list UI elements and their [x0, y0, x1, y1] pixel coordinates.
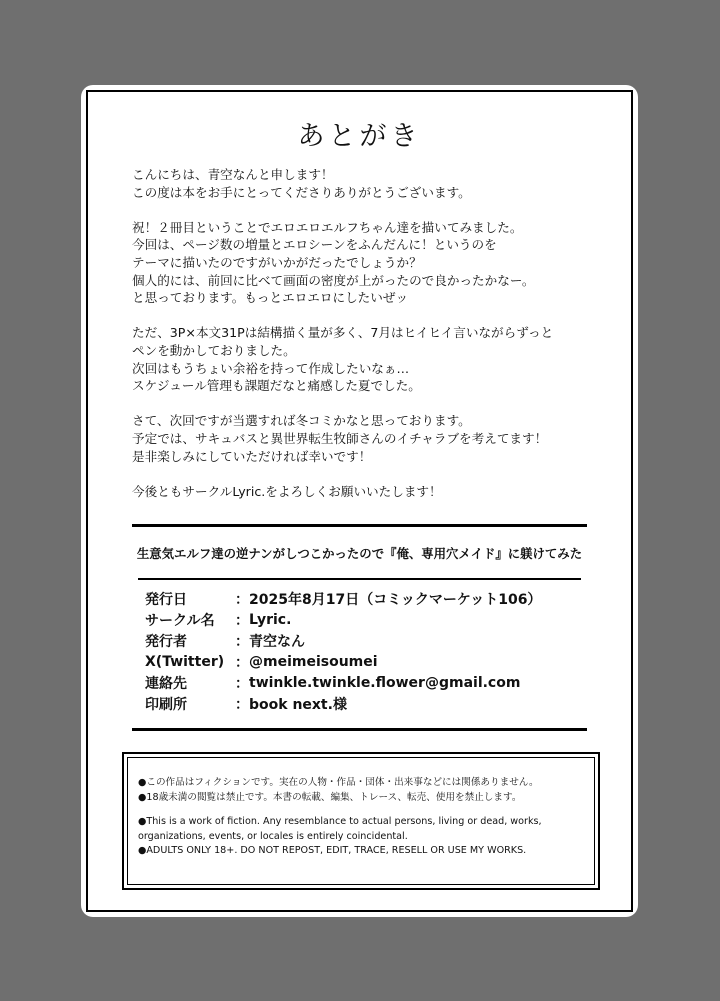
afterword-text [132, 166, 602, 518]
text-line: ただ、3P×本文31Pは結構描く量が多く、7月はヒイヒイ言いながらずっと [132, 325, 554, 341]
colophon-value: book next.様 [249, 696, 347, 713]
colophon-label: 発行日 [145, 591, 187, 608]
work-title: 生意気エルフ達の逆ナンがしつこかったので『俺、専用穴メイド』に躾けてみた [136, 546, 583, 561]
colophon-label: サークル名 [145, 612, 215, 629]
text-line: 祝！２冊目ということでエロエロエルフちゃん達を描いてみました。 [132, 219, 523, 235]
book-page [81, 85, 638, 917]
colophon-row-twitter [145, 651, 585, 672]
colophon-row-circle [145, 609, 585, 630]
text-line: 是非楽しみにしていただければ幸いです！ [132, 448, 372, 464]
notice-gap [138, 805, 594, 815]
colophon-separator: ： [235, 696, 249, 713]
text-line: この度は本をお手にとってくださりありがとうございます。 [132, 184, 471, 200]
colophon-row-contact [145, 672, 585, 693]
afterword-paragraph [132, 412, 602, 465]
colophon-value: twinkle.twinkle.flower@gmail.com [249, 674, 521, 691]
colophon-separator: ： [235, 591, 249, 608]
text-line: テーマに描いたのですがいかがだったでしょうか？ [132, 254, 422, 270]
colophon-value: Lyric. [249, 611, 292, 628]
colophon-label: 発行者 [145, 633, 187, 650]
text-line: こんにちは、青空なんと申します！ [132, 167, 334, 182]
text-line: 次回はもうちょい余裕を持って作成したいなぁ… [132, 360, 410, 376]
colophon-value: @meimeisoumei [249, 653, 378, 670]
page-title: あとがき [297, 121, 422, 152]
text-line: 今回は、ページ数の増量とエロシーンをふんだんに！というのを [132, 237, 497, 253]
text-line: さて、次回ですが当選すれば冬コミかなと思っております。 [132, 413, 471, 429]
notice-line: ●18歳未満の閲覧は禁止です。本書の転載、編集、トレース、転売、使用を禁止します。 [138, 791, 522, 803]
colophon-row-publisher [145, 630, 585, 651]
divider-rule [138, 578, 581, 580]
notice-line: ●ADULTS ONLY 18+. DO NOT REPOST, EDIT, TRACE, RESELL OR USE MY WORKS. [138, 845, 527, 856]
afterword-paragraph [132, 483, 602, 501]
text-line: と思っております。もっとエロエロにしたいぜッ [132, 290, 409, 306]
divider-rule [132, 524, 587, 527]
notice-line: ●この作品はフィクションです。実在の人物・作品・団体・出来事などには関係ありません。 [138, 777, 539, 788]
text-line: 個人的には、前回に比べて画面の密度が上がったので良かったかなー。 [132, 272, 535, 288]
afterword-paragraph [132, 166, 602, 201]
page-frame [86, 90, 633, 912]
notice-line: ●This is a work of fiction. Any resemblance to actual persons, living or dead, works, [138, 816, 542, 827]
colophon-separator: ： [235, 612, 249, 629]
afterword-paragraph [132, 324, 602, 394]
text-line: 今後ともサークルLyric.をよろしくお願いいたします！ [132, 483, 442, 499]
text-line: 予定では、サキュバスと異世界転生牧師さんのイチャラブを考えてます！ [132, 430, 548, 446]
colophon-label: 印刷所 [145, 696, 187, 713]
colophon-separator: ： [235, 675, 249, 692]
colophon-label: 連絡先 [145, 675, 187, 692]
colophon-label: X(Twitter) [145, 653, 225, 670]
notice-box [122, 752, 600, 890]
colophon-value: 2025年8月17日（コミックマーケット106） [249, 591, 542, 608]
colophon [145, 588, 585, 714]
colophon-separator: ： [235, 633, 249, 650]
text-line: スケジュール管理も課題だなと痛感した夏でした。 [132, 378, 421, 394]
afterword-paragraph [132, 219, 602, 307]
notice-box-inner [127, 757, 595, 885]
colophon-value: 青空なん [249, 633, 305, 650]
colophon-separator: ： [235, 654, 249, 671]
text-line: ペンを動かしておりました。 [132, 342, 296, 358]
colophon-row-date [145, 588, 585, 609]
notice-line: organizations, events, or locales is entirely coincidental. [138, 830, 408, 842]
divider-rule [132, 728, 587, 731]
colophon-row-printer [145, 693, 585, 714]
